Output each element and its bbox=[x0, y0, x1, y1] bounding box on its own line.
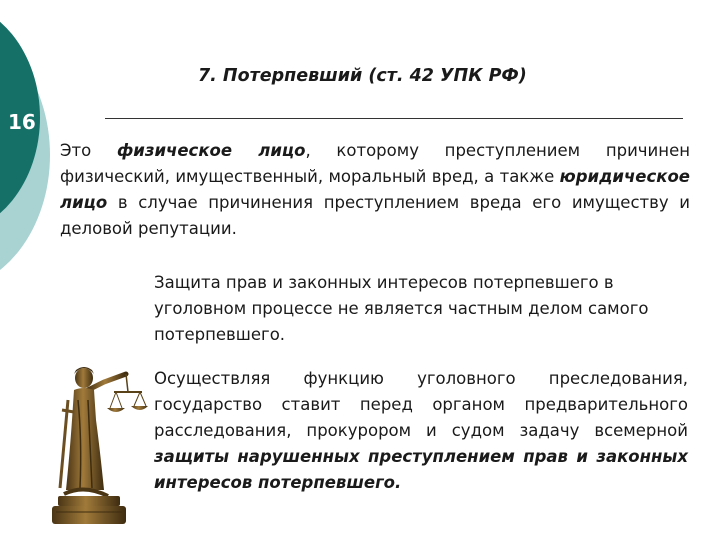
text-span: , которому преступлением причинен физический, имущественный, моральный вред, а также bbox=[60, 141, 691, 186]
themis-justice-statue-icon bbox=[44, 360, 148, 528]
text-span: Это bbox=[60, 141, 117, 160]
text-span: в случае причинения преступлением вреда его имуществу и деловой репутации. bbox=[60, 193, 690, 238]
slide-number: 16 bbox=[8, 110, 36, 134]
paragraph-state-function bbox=[154, 366, 688, 496]
emphasis-legal-entity: юридическое лицо bbox=[60, 167, 690, 212]
text-span: Осуществляя функцию уголовного преследования, государство ставит перед органом предварительного расследования, прокурором и судом задачу всемерной bbox=[154, 369, 688, 440]
slide-title: 7. Потерпевший (ст. 42 УПК РФ) bbox=[198, 66, 527, 86]
emphasis-protection: защиты нарушенных преступлением прав и законных интересов потерпевшего. bbox=[154, 447, 688, 492]
emphasis-natural-person: физическое лицо bbox=[116, 141, 306, 160]
title-divider bbox=[105, 118, 683, 119]
paragraph-definition bbox=[60, 138, 690, 242]
paragraph-protection: Защита прав и законных интересов потерпевшего в уголовном процессе не является частным делом самого потерпевшего. bbox=[154, 273, 649, 344]
